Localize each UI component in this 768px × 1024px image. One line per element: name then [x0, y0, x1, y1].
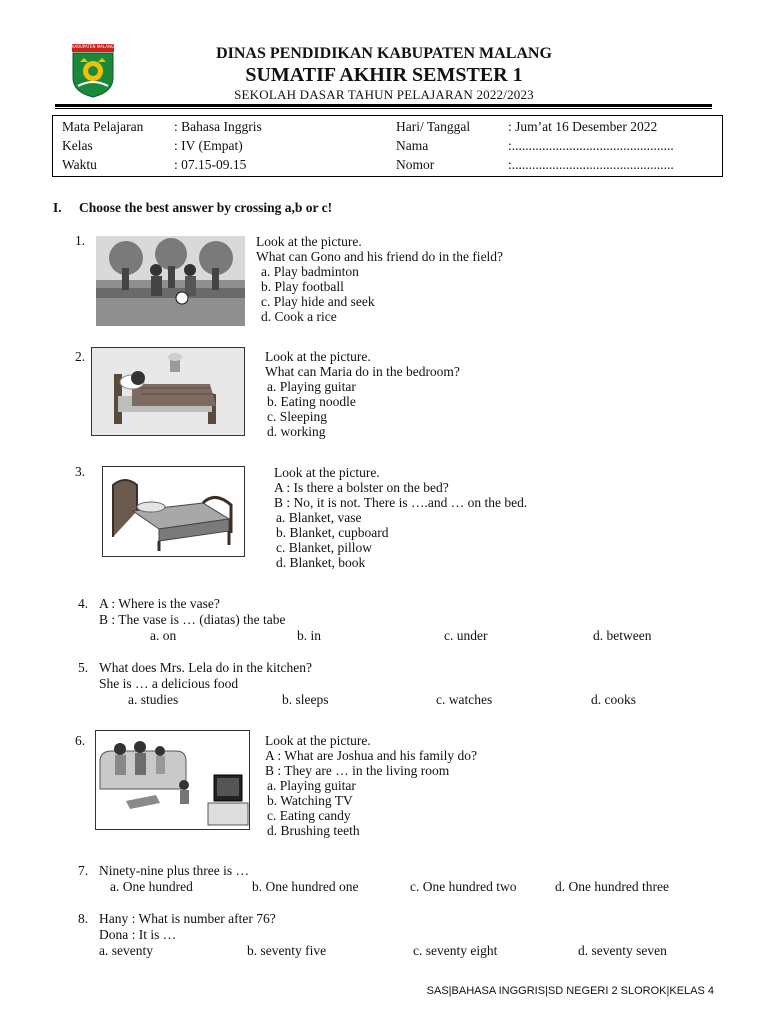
subject-value: : Bahasa Inggris: [174, 119, 262, 134]
q8-option-a[interactable]: a. seventy: [99, 943, 153, 958]
time-value: : 07.15-09.15: [174, 157, 247, 172]
number-field[interactable]: :................................................: [508, 157, 674, 172]
q2-option-c[interactable]: c. Sleeping: [267, 409, 327, 424]
q7-line1: Ninety-nine plus three is …: [99, 863, 249, 878]
q6-line1: Look at the picture.: [265, 733, 371, 748]
q3-line1: Look at the picture.: [274, 465, 380, 480]
header-school-year: SEKOLAH DASAR TAHUN PELAJARAN 2022/2023: [234, 87, 534, 102]
q1-picture-football: [96, 236, 245, 326]
section-instruction: Choose the best answer by crossing a,b or c!: [79, 200, 333, 215]
q6-option-c[interactable]: c. Eating candy: [267, 808, 351, 823]
q5-line1: What does Mrs. Lela do in the kitchen?: [99, 660, 312, 675]
q7-option-c[interactable]: c. One hundred two: [410, 879, 517, 894]
q6-line2: A : What are Joshua and his family do?: [265, 748, 477, 763]
q4-option-d[interactable]: d. between: [593, 628, 652, 643]
q7-option-b[interactable]: b. One hundred one: [252, 879, 359, 894]
q1-option-b[interactable]: b. Play football: [261, 279, 344, 294]
header-exam-title: SUMATIF AKHIR SEMSTER 1: [245, 64, 523, 86]
header-rule-thin: [55, 108, 712, 109]
q6-option-a[interactable]: a. Playing guitar: [267, 778, 356, 793]
q7-number: 7.: [78, 863, 89, 878]
q2-picture-sleeping: [91, 347, 245, 436]
q8-line1: Hany : What is number after 76?: [99, 911, 276, 926]
section-numeral: I.: [53, 200, 62, 215]
q2-line2: What can Maria do in the bedroom?: [265, 364, 460, 379]
subject-label: Mata Pelajaran: [62, 119, 144, 134]
q5-number: 5.: [78, 660, 89, 675]
q5-line2: She is … a delicious food: [99, 676, 239, 691]
q4-line2: B : The vase is … (diatas) the tabe: [99, 612, 286, 627]
q6-option-b[interactable]: b. Watching TV: [267, 793, 353, 808]
q6-line3: B : They are … in the living room: [265, 763, 450, 778]
q4-option-b[interactable]: b. in: [297, 628, 322, 643]
q2-option-d[interactable]: d. working: [267, 424, 326, 439]
name-field[interactable]: :................................................: [508, 138, 674, 153]
header-agency: DINAS PENDIDIKAN KABUPATEN MALANG: [216, 45, 552, 62]
q7-option-d[interactable]: d. One hundred three: [555, 879, 669, 894]
q1-line2: What can Gono and his friend do in the field?: [256, 249, 504, 264]
q3-picture-bed: [102, 466, 245, 557]
q3-option-a[interactable]: a. Blanket, vase: [276, 510, 362, 525]
q3-option-c[interactable]: c. Blanket, pillow: [276, 540, 372, 555]
q1-option-c[interactable]: c. Play hide and seek: [261, 294, 375, 309]
q5-option-d[interactable]: d. cooks: [591, 692, 636, 707]
class-value: : IV (Empat): [174, 138, 243, 153]
q6-picture-family-tv: [95, 730, 250, 830]
q1-line1: Look at the picture.: [256, 234, 362, 249]
q8-option-b[interactable]: b. seventy five: [247, 943, 327, 958]
q3-line2: A : Is there a bolster on the bed?: [274, 480, 449, 495]
q2-option-b[interactable]: b. Eating noodle: [267, 394, 356, 409]
class-label: Kelas: [62, 138, 93, 153]
q3-option-d[interactable]: d. Blanket, book: [276, 555, 366, 570]
q8-option-d[interactable]: d. seventy seven: [578, 943, 667, 958]
q2-line1: Look at the picture.: [265, 349, 371, 364]
name-label: Nama: [396, 138, 429, 153]
q2-number: 2.: [75, 349, 86, 364]
q4-option-c[interactable]: c. under: [444, 628, 488, 643]
q3-option-b[interactable]: b. Blanket, cupboard: [276, 525, 389, 540]
q4-line1: A : Where is the vase?: [99, 596, 220, 611]
q8-option-c[interactable]: c. seventy eight: [413, 943, 498, 958]
q5-option-c[interactable]: c. watches: [436, 692, 493, 707]
day-value: : Jum’at 16 Desember 2022: [508, 119, 658, 134]
day-label: Hari/ Tanggal: [396, 119, 471, 134]
q5-option-a[interactable]: a. studies: [128, 692, 179, 707]
q4-option-a[interactable]: a. on: [150, 628, 177, 643]
page-footer: SAS|BAHASA INGGRIS|SD NEGERI 2 SLOROK|KELAS 4: [426, 985, 714, 997]
q4-number: 4.: [78, 596, 89, 611]
q1-option-a[interactable]: a. Play badminton: [261, 264, 359, 279]
q8-number: 8.: [78, 911, 89, 926]
q6-option-d[interactable]: d. Brushing teeth: [267, 823, 360, 838]
q8-line2: Dona : It is …: [99, 927, 177, 942]
section-heading: [53, 200, 332, 216]
q6-number: 6.: [75, 733, 86, 748]
header-rule-thick: [55, 104, 712, 107]
info-table: [52, 115, 723, 177]
number-label: Nomor: [396, 157, 435, 172]
q3-line3: B : No, it is not. There is ….and … on the bed.: [274, 495, 528, 510]
time-label: Waktu: [62, 157, 97, 172]
q3-number: 3.: [75, 464, 86, 479]
q2-option-a[interactable]: a. Playing guitar: [267, 379, 356, 394]
logo-text: KABUPATEN MALANG: [71, 44, 115, 49]
q7-option-a[interactable]: a. One hundred: [110, 879, 193, 894]
q5-option-b[interactable]: b. sleeps: [282, 692, 329, 707]
q1-option-d[interactable]: d. Cook a rice: [261, 309, 337, 324]
q1-number: 1.: [75, 233, 86, 248]
